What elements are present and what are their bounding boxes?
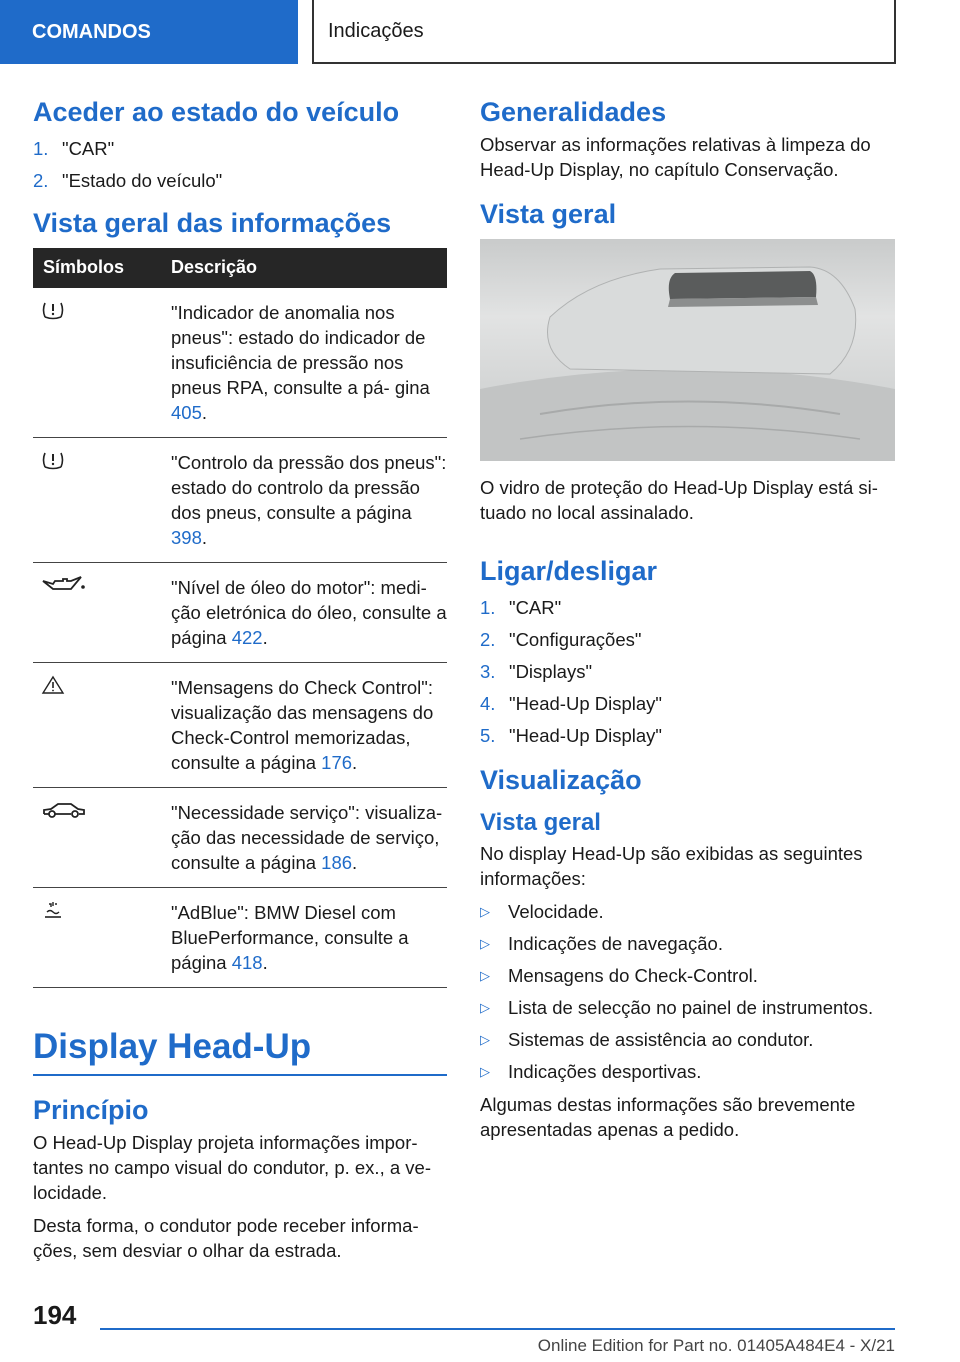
list-item xyxy=(480,899,895,924)
access-steps xyxy=(33,136,447,193)
step-text: "Configurações" xyxy=(509,629,642,651)
photo-caption: O vidro de proteção do Head-Up Display está si- tuado no local assinalado. xyxy=(480,476,878,523)
list-item xyxy=(480,659,895,684)
list-item xyxy=(480,963,895,988)
step-number: 1. xyxy=(480,597,496,619)
adblue-icon xyxy=(41,900,65,920)
page-link[interactable]: 418 xyxy=(231,951,263,973)
triangle-bullet-icon: ▷ xyxy=(480,936,490,952)
onoff-heading: Ligar/desligar xyxy=(480,555,658,586)
punctuation: . xyxy=(201,526,208,548)
list-item xyxy=(480,595,895,620)
list-item xyxy=(480,723,895,748)
list-item xyxy=(480,931,895,956)
punctuation: . xyxy=(201,401,208,423)
table-row xyxy=(33,887,447,987)
subsection-title: Indicações xyxy=(328,19,424,42)
row-description: "Mensagens do Check Control": visualização das mensagens do Check-Control memorizadas, consulte a página xyxy=(171,676,434,773)
step-number: 2. xyxy=(33,170,49,192)
step-number: 1. xyxy=(33,138,49,160)
display-intro: No display Head-Up são exibidas as seguintes informações: xyxy=(480,843,863,890)
tire-pressure-warning-icon xyxy=(41,300,65,320)
punctuation: . xyxy=(262,951,268,973)
step-text: "Head-Up Display" xyxy=(509,693,662,715)
overview-heading: Vista geral das informações xyxy=(33,208,392,239)
item-text: Velocidade. xyxy=(508,901,604,923)
punctuation: . xyxy=(352,751,358,773)
car-service-icon xyxy=(41,800,87,820)
hud-illustration xyxy=(480,239,895,461)
triangle-bullet-icon: ▷ xyxy=(480,1000,490,1016)
triangle-bullet-icon: ▷ xyxy=(480,1032,490,1048)
section-divider xyxy=(33,1074,447,1076)
row-description: "AdBlue": BMW Diesel com BluePerformance, consulte a página xyxy=(171,901,409,973)
page-link[interactable]: 398 xyxy=(171,526,202,548)
table-row xyxy=(33,288,447,438)
display-heading: Visualização xyxy=(480,765,642,796)
general-heading: Generalidades xyxy=(480,97,667,127)
page-link[interactable]: 176 xyxy=(321,751,353,773)
description-column-header: Descrição xyxy=(161,248,447,288)
tire-pressure-warning-icon xyxy=(41,450,65,470)
footer-divider xyxy=(100,1328,895,1330)
table-row xyxy=(33,787,447,887)
row-description: "Indicador de anomalia nos pneus": estado do indicador de insuficiência de pressão nos pneus RPA, consulte a pá- gina xyxy=(171,301,430,398)
symbols-column-header: Símbolos xyxy=(33,248,161,288)
section-tab xyxy=(0,0,298,64)
oil-can-icon xyxy=(41,575,87,595)
info-table xyxy=(33,248,447,988)
subsection-tab xyxy=(312,0,896,64)
table-header-row xyxy=(33,248,447,288)
onoff-steps xyxy=(480,595,895,748)
item-text: Sistemas de assistência ao condutor. xyxy=(508,1029,814,1051)
list-item xyxy=(480,691,895,716)
step-text: "CAR" xyxy=(62,138,115,160)
item-text: Indicações desportivas. xyxy=(508,1061,702,1083)
step-text: "Displays" xyxy=(509,661,593,683)
edition-text: Online Edition for Part no. 01405A484E4 - X/21 xyxy=(537,1336,895,1355)
page-link[interactable]: 405 xyxy=(171,401,202,423)
warning-triangle-icon xyxy=(41,675,65,695)
general-paragraph: Observar as informações relativas à limpeza do Head-Up Display, no capítulo Conservação. xyxy=(480,134,871,181)
page-number: 194 xyxy=(33,1300,77,1330)
left-column xyxy=(33,96,447,1271)
item-text: Lista de selecção no painel de instrumentos. xyxy=(508,997,874,1019)
item-text: Indicações de navegação. xyxy=(508,933,723,955)
display-items xyxy=(480,899,895,1084)
display-subheading: Vista geral xyxy=(480,808,601,836)
display-outro: Algumas destas informações são brevemente apresentadas apenas a pedido. xyxy=(480,1094,856,1141)
list-item xyxy=(480,1059,895,1084)
list-item xyxy=(480,627,895,652)
triangle-bullet-icon: ▷ xyxy=(480,1064,490,1080)
list-item xyxy=(480,1027,895,1052)
step-number: 2. xyxy=(480,629,496,651)
list-item xyxy=(480,995,895,1020)
triangle-bullet-icon: ▷ xyxy=(480,968,490,984)
row-description: "Controlo da pressão dos pneus": estado do controlo da pressão dos pneus, consulte a página xyxy=(171,451,447,523)
step-text: "Head-Up Display" xyxy=(509,725,662,747)
punctuation: . xyxy=(262,626,268,648)
table-row xyxy=(33,562,447,662)
overview-heading: Vista geral xyxy=(480,199,617,230)
hud-heading: Display Head-Up xyxy=(33,1026,312,1066)
step-number: 5. xyxy=(480,725,496,747)
step-number: 3. xyxy=(480,661,496,683)
list-item xyxy=(33,168,447,193)
step-number: 4. xyxy=(480,693,496,715)
row-description: "Necessidade serviço": visualiza- ção das necessidade de serviço, consulte a página xyxy=(171,801,443,873)
principle-paragraph-1: O Head-Up Display projeta informações impor- tantes no campo visual do condutor, p. ex., a ve- locidade. xyxy=(33,1132,431,1204)
item-text: Mensagens do Check-Control. xyxy=(508,965,758,987)
right-column xyxy=(480,96,895,1150)
step-text: "CAR" xyxy=(509,597,562,619)
step-text: "Estado do veículo" xyxy=(62,170,223,192)
punctuation: . xyxy=(352,851,358,873)
section-title: COMANDOS xyxy=(32,20,151,43)
hud-photo xyxy=(480,239,895,461)
triangle-bullet-icon: ▷ xyxy=(480,904,490,920)
principle-paragraph-2: Desta forma, o condutor pode receber informa- ções, sem desviar o olhar da estrada. xyxy=(33,1215,419,1262)
page-link[interactable]: 186 xyxy=(321,851,353,873)
table-row xyxy=(33,662,447,787)
principle-heading: Princípio xyxy=(33,1094,149,1125)
list-item xyxy=(33,136,447,161)
row-description: "Nível de óleo do motor": medi- ção eletrónica do óleo, consulte a página xyxy=(171,576,447,648)
access-heading: Aceder ao estado do veículo xyxy=(33,97,400,127)
page-link[interactable]: 422 xyxy=(231,626,263,648)
table-row xyxy=(33,437,447,562)
